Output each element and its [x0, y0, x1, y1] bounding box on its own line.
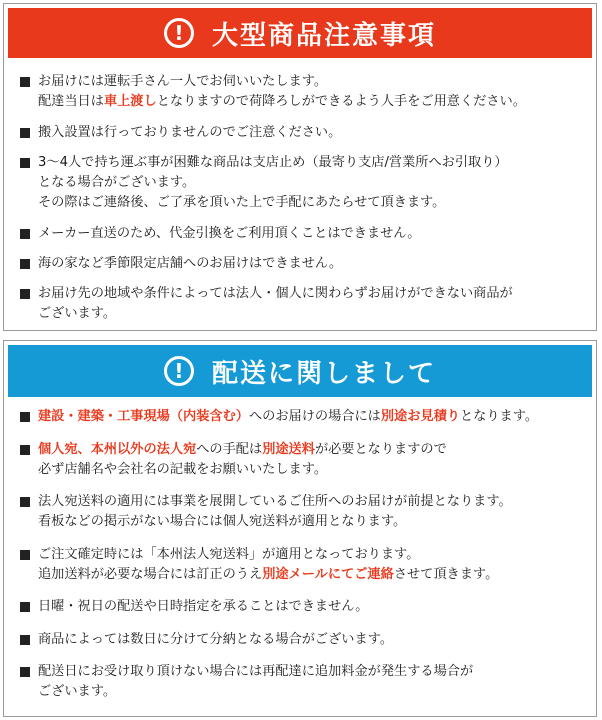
- item-line: [38, 92, 588, 112]
- item-text: への手配は: [196, 441, 263, 457]
- square-bullet-icon: [20, 289, 30, 299]
- item-text: 商品によっては数日に分けて分納となる場合がございます。: [38, 631, 394, 647]
- highlight-text: 建設・建築・工事現場（内装含む）: [38, 409, 249, 424]
- square-bullet-icon: [20, 412, 30, 422]
- highlight-text: 別途お見積り: [380, 409, 460, 424]
- item-text: 日曜・祝日の配送や日時指定を承ることはできません。: [38, 599, 369, 614]
- item-line: [38, 630, 588, 650]
- square-bullet-icon: [20, 635, 30, 645]
- list-item: [20, 224, 588, 244]
- list-item: [20, 545, 588, 585]
- list-item: [20, 492, 588, 532]
- item-line: [38, 682, 588, 702]
- square-bullet-icon: [20, 158, 30, 168]
- item-text: 搬入設置は行っておりませんのでご注意ください。: [38, 125, 342, 140]
- item-text: メーカー直送のため、代金引換をご利用頂くことはできません。: [38, 226, 421, 241]
- highlight-text: 個人宛、本州以外の法人宛: [38, 441, 197, 457]
- item-text: 海の家など季節限定店舗へのお届けはできません。: [38, 256, 343, 271]
- list-item: [20, 440, 588, 480]
- notice-list: [20, 72, 588, 335]
- item-line: [38, 597, 588, 617]
- highlight-text: 車上渡し: [103, 94, 157, 109]
- shipping-info-panel: [3, 340, 597, 717]
- square-bullet-icon: [20, 445, 30, 455]
- item-text: 法人宛送料の適用には事業を展開しているご住所へのお届けが前提となります。: [38, 494, 512, 509]
- shipping-title: 配送に関しまして: [211, 358, 436, 389]
- item-text: その際はご連絡後、ご了承を頂いた上で手配にあたらせて頂きます。: [38, 195, 446, 210]
- item-line: [38, 123, 588, 143]
- item-text: ご注文確定時には「本州法人宛送料」が適用となっております。: [38, 546, 420, 562]
- square-bullet-icon: [20, 229, 30, 239]
- square-bullet-icon: [20, 550, 30, 560]
- highlight-text: 別途送料: [262, 441, 315, 457]
- item-line: [38, 545, 588, 565]
- list-item: [20, 153, 588, 213]
- item-line: [38, 284, 588, 304]
- item-line: [38, 173, 588, 193]
- list-item: [20, 630, 588, 650]
- item-line: [38, 304, 588, 324]
- square-bullet-icon: [20, 77, 30, 87]
- item-text: 看板などの掲示がない場合には個人宛送料が適用となります。: [38, 514, 407, 529]
- item-text: させて頂きます。: [393, 566, 499, 582]
- item-text: となります。: [460, 409, 539, 424]
- item-line: [38, 407, 588, 427]
- item-line: [38, 72, 588, 92]
- item-text: ございます。: [38, 306, 117, 321]
- list-item: [20, 407, 588, 427]
- large-item-notice-panel: [3, 3, 597, 331]
- item-text: となる場合がございます。: [38, 175, 196, 190]
- item-text: となりますので荷降ろしができるよう人手をご用意ください。: [156, 94, 526, 109]
- item-text: 3〜4人で持ち運ぶ事が困難な商品は支店止め（最寄り支店/営業所へお引取り）: [38, 155, 508, 170]
- list-item: [20, 123, 588, 143]
- list-item: [20, 662, 588, 702]
- item-text: 配達当日は: [38, 94, 104, 109]
- square-bullet-icon: [20, 497, 30, 507]
- item-line: [38, 512, 588, 532]
- square-bullet-icon: [20, 259, 30, 269]
- item-line: [38, 662, 588, 682]
- item-line: [38, 440, 588, 460]
- item-line: [38, 254, 588, 274]
- highlight-text: 別途メールにてご連絡: [262, 566, 394, 582]
- exclamation-circle-icon: !: [164, 356, 194, 386]
- list-item: [20, 597, 588, 617]
- square-bullet-icon: [20, 128, 30, 138]
- shipping-list: [20, 407, 588, 715]
- list-item: [20, 72, 588, 112]
- item-text: へのお届けの場合には: [249, 409, 381, 424]
- item-line: [38, 460, 588, 480]
- notice-title: 大型商品注意事項: [211, 20, 436, 51]
- shipping-banner: [8, 345, 592, 397]
- square-bullet-icon: [20, 667, 30, 677]
- item-text: が必要となりますので: [314, 441, 447, 457]
- item-text: 配送日にお受け取り頂けない場合には再配達に追加料金が発生する場合が: [38, 664, 474, 679]
- item-line: [38, 153, 588, 173]
- item-text: ございます。: [38, 684, 117, 699]
- list-item: [20, 284, 588, 324]
- square-bullet-icon: [20, 602, 30, 612]
- exclamation-circle-icon: !: [164, 18, 194, 48]
- notice-banner: [8, 8, 592, 58]
- item-text: 必ず店舗名や会社名の記載をお願いいたします。: [38, 461, 328, 477]
- item-line: [38, 565, 588, 585]
- item-text: 追加送料が必要な場合には訂正のうえ: [38, 566, 263, 582]
- item-text: お届け先の地域や条件によっては法人・個人に関わらずお届けができない商品が: [38, 286, 513, 301]
- item-line: [38, 492, 588, 512]
- item-line: [38, 193, 588, 213]
- item-line: [38, 224, 588, 244]
- list-item: [20, 254, 588, 274]
- item-text: お届けには運転手さん一人でお伺いいたします。: [38, 74, 328, 89]
